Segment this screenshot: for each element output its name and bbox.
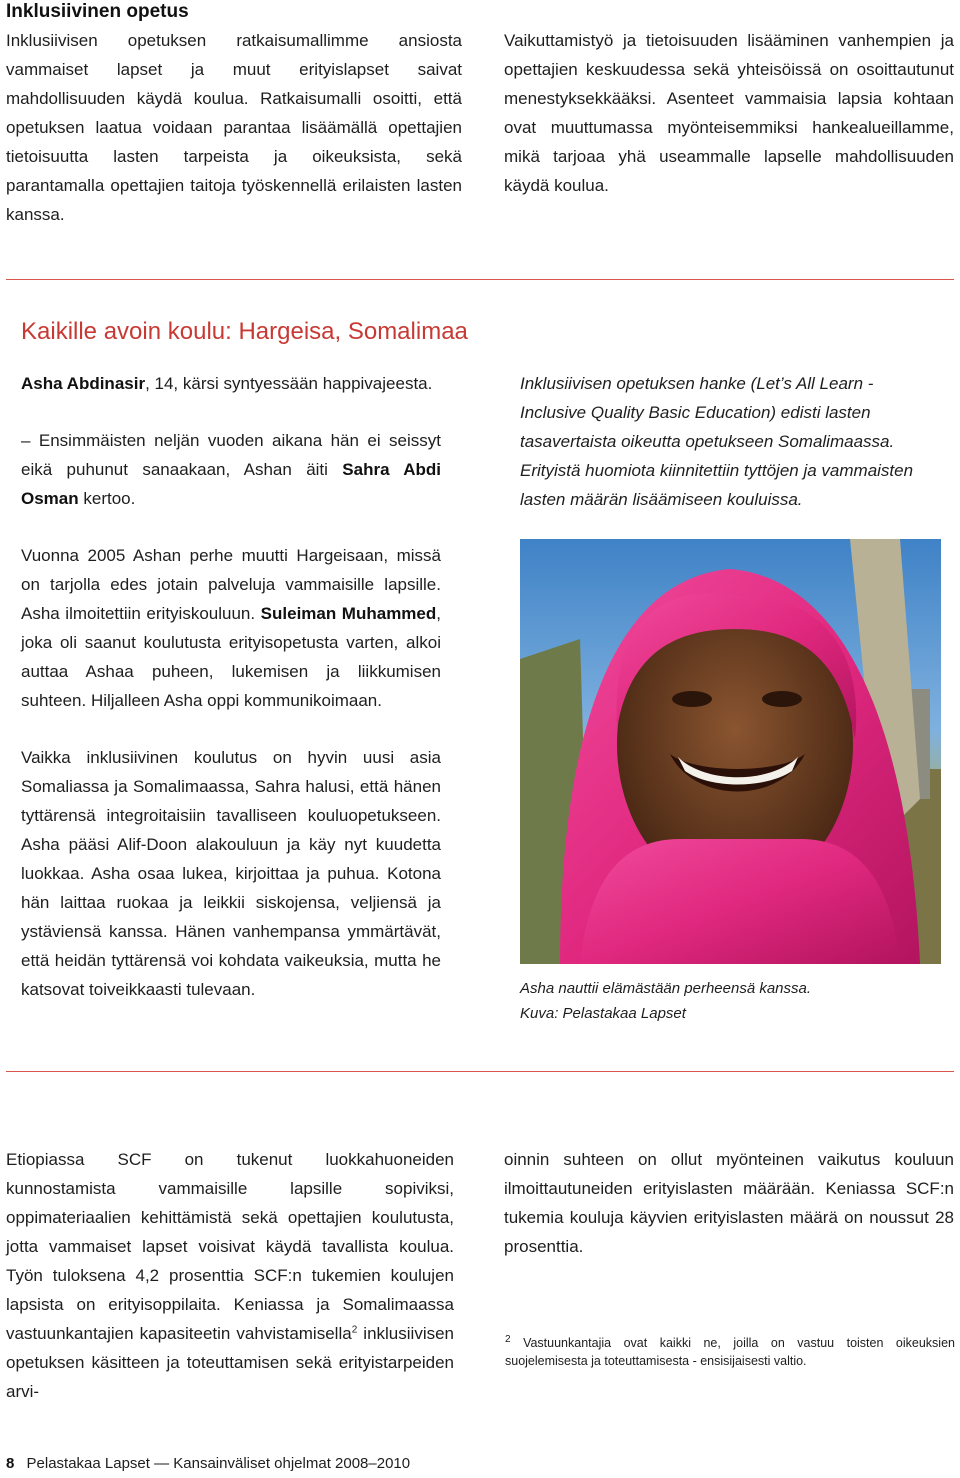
p2-start: Vuonna 2005 Ashan perhe muutti Hargeisaan, missä on tarjolla edes jotain palveluja vammaisille lapsille. Asha ilmoitettiin erityiskouluun.: [21, 546, 441, 623]
divider-bottom: [6, 1071, 954, 1072]
section-title: Inklusiivinen opetus: [6, 1, 189, 22]
case-study-heading: Kaikille avoin koulu: Hargeisa, Somalimaa: [21, 318, 468, 345]
bottom-paragraph-left: [6, 1145, 454, 1406]
case-paragraph-2: [21, 541, 441, 715]
name-suleiman: Suleiman Muhammed: [260, 604, 437, 623]
caption-text: Asha nauttii elämästään perheensä kanssa.: [520, 980, 812, 997]
divider-top: [6, 279, 954, 280]
page-footer: [6, 1455, 410, 1472]
case-intro: [21, 369, 441, 398]
quote-end: kertoo.: [78, 489, 136, 508]
name-asha: Asha Abdinasir: [21, 374, 146, 393]
intro-paragraph-left: Inklusiivisen opetuksen ratkaisumallimme ansiosta vammaiset lapset ja muut erityislapset saivat mahdollisuuden käydä koulua. Ratkaisumalli osoitti, että opetuksen laatua voidaan parantaa lisäämällä opettajien tietoisuutta lasten tarpeista ja oikeuksista, sekä parantamalla opettajien taitoja työskennellä erilaisten lasten kanssa.: [6, 31, 462, 224]
case-sidebar-note: Inklusiivisen opetuksen hanke (Let’s All Learn - Inclusive Quality Basic Education) edisti lasten tasavertaista oikeutta opetukseen Somalimaassa. Erityistä huomiota kiinnitettiin tyttöjen ja vammaisten lasten määrän lisäämiseen kouluissa.: [520, 374, 914, 509]
case-quote: [21, 426, 441, 513]
intro-paragraph-right: Vaikuttamistyö ja tietoisuuden lisääminen vanhempien ja opettajien keskuudessa sekä yhteisöissä on osoittautunut menestyksekkääksi. Asenteet vammaisia lapsia kohtaan ovat muuttumassa myönteisemmiksi hankealueillamme, mikä tarjoaa yhä useammalle lapselle mahdollisuuden käydä koulua.: [504, 31, 954, 195]
footnote: [505, 1334, 955, 1370]
case-paragraph-3: Vaikka inklusiivinen koulutus on hyvin uusi asia Somaliassa ja Somalimaassa, Sahra halusi, että hänen tyttärensä integroitaisiin tavalliseen kouluopetukseen. Asha pääsi Alif-Doon alakouluun ja käy nyt kuudetta luokkaa. Asha osaa lukea, kirjoittaa ja puhua. Kotona hän laittaa ruokaa ja leikkii siskojensa, veljiensä ja ystäviensä kanssa. Hänen vanhempansa ymmärtävät, että heidän tyttärensä voi kohdata vaikeuksia, mutta he katsovat toiveikkaasti tulevaan.: [21, 748, 441, 999]
p2-end: , joka oli saanut koulutusta erityisopetusta varten, alkoi auttaa Ashaa puheen, lukemisen ja liikkumisen suhteen. Hiljalleen Asha oppi kommunikoimaan.: [21, 604, 441, 710]
footnote-text: Vastuunkantajia ovat kaikki ne, joilla on vastuu toisten oikeuksien suojelemisesta ja toteuttamisesta - ensisijaisesti valtio.: [505, 1336, 955, 1368]
bottom-paragraph-right: oinnin suhteen on ollut myönteinen vaikutus kouluun ilmoittautuneiden erityislasten määrään. Keniassa SCF:n tukemia kouluja käyvien erityislasten määrä on noussut 28 prosenttia.: [504, 1150, 954, 1256]
photo-credit: Kuva: Pelastakaa Lapset: [520, 1005, 686, 1022]
photo-caption: [520, 976, 811, 1026]
photo-asha: [520, 539, 941, 964]
publication-title: Pelastakaa Lapset — Kansainväliset ohjelmat 2008–2010: [26, 1455, 411, 1472]
page-number: 8: [6, 1455, 15, 1472]
footnote-marker: 2: [351, 1324, 358, 1336]
quote-start: – Ensimmäisten neljän vuoden aikana hän ei seissyt eikä puhunut sanaakaan, Ashan äiti: [21, 431, 441, 479]
footnote-number: 2: [505, 1333, 511, 1345]
name-sahra: Sahra Abdi Osman: [21, 460, 442, 508]
bottom-left-start: Etiopiassa SCF on tukenut luokkahuoneiden kunnostamista vammaisille lapsille sopiviksi, oppimateriaalien kehittämistä sekä opettajien koulutusta, jotta vammaiset lapset voisivat käydä tavallista koulua. Työn tuloksena 4,2 prosenttia SCF:n tukemien koulujen lapsista on erityisoppilaita. Keniassa ja Somalimaassa vastuunkantajien kapasiteetin vahvistamisella: [6, 1150, 454, 1343]
bottom-left-end: inklusiivisen opetuksen käsitteen ja toteuttamisen sekä erityistarpeiden arvi-: [6, 1324, 454, 1401]
case-intro-text: , 14, kärsi syntyessään happivajeesta.: [145, 374, 433, 393]
